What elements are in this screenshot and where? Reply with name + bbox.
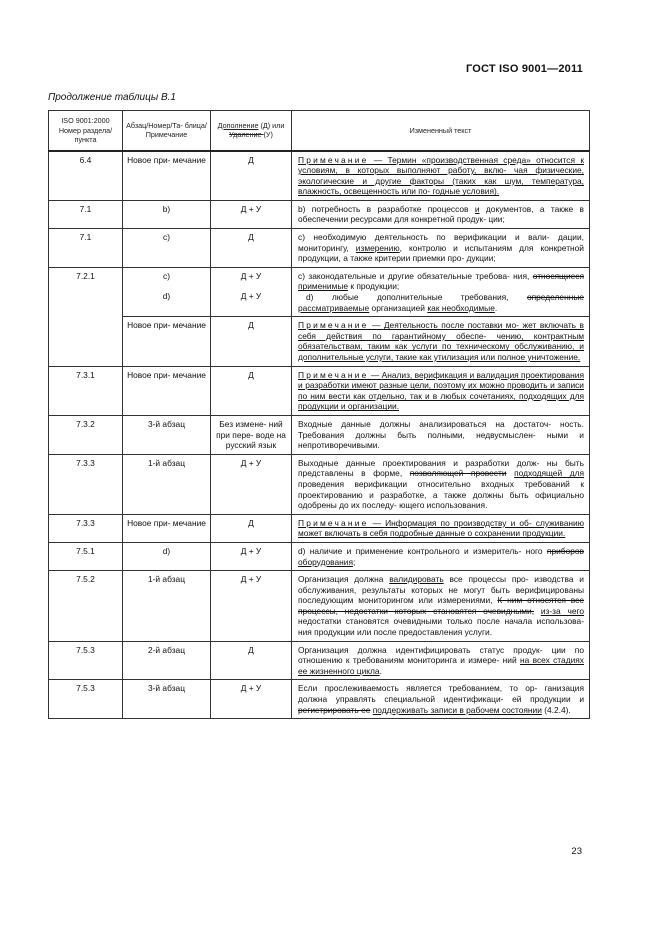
changed-text [292, 366, 590, 415]
header-changed-text: Измененный текст [292, 111, 590, 151]
paragraph-ref: Новое при- мечание [123, 151, 211, 201]
text-part: b) потребность в разработке процессов [298, 203, 475, 214]
added-text: и [474, 203, 480, 214]
paragraph-ref: d) [123, 542, 211, 570]
clause-number: 7.2.1 [49, 267, 123, 366]
change-type: Д [211, 229, 292, 268]
table-row [49, 680, 590, 719]
change-type: Д + У [211, 454, 292, 514]
added-text: подходящей для [514, 468, 585, 479]
change-type: Д [211, 151, 292, 201]
changed-text [292, 641, 590, 680]
paragraph-ref: Новое при- мечание [123, 514, 211, 542]
text-part: , контролю и испытаниям для конкретной продукции, а также критерии приемки про- дукции; [298, 242, 584, 264]
header-paragraph: Абзац/Номер/Та- блица/Примечание [123, 111, 211, 151]
added-text: оборудования [298, 556, 353, 567]
clause-number: 7.3.3 [49, 514, 123, 542]
table-row [49, 366, 590, 415]
text-part: Входные данные должны анализироваться на достаточ- ность. Требования должны быть полными, недвусмыслен- ными и непротиворечивыми. [298, 418, 584, 451]
deleted-text: позволяющей провести [409, 468, 507, 479]
changed-text [292, 680, 590, 719]
clause-number: 7.3.1 [49, 366, 123, 415]
header-change-type [211, 111, 292, 151]
added-text: на всех стадиях ее жизненного цикла [298, 655, 584, 676]
text-part: документов, а также в обеспечении ресурсами для конкретной продук- ции; [298, 203, 585, 225]
text-part: . [494, 302, 498, 313]
change-type-c: Д + У [240, 270, 262, 281]
changed-text [292, 229, 590, 268]
note-dash: — [368, 369, 382, 380]
changed-text [292, 151, 590, 201]
clause-number: 7.5.3 [49, 641, 123, 680]
added-text: Анализ, верификация и валидация проектирования и разработки имеют разные цели, поэтому их можно проводить и записи по ним вести как отдельно, так и в любых сочетаниях, подходящих для продукции и организации. [298, 369, 584, 412]
added-text: применимые [298, 281, 349, 292]
clause-number: 7.5.3 [49, 680, 123, 719]
table-row [49, 200, 590, 228]
changed-text [292, 267, 590, 316]
change-type: Д [211, 641, 292, 680]
paragraph-ref: 1-й абзац [123, 454, 211, 514]
change-type [211, 267, 292, 316]
text-part: все процессы про- изводства и обслуживания, результаты которых не могут быть верифицированы последующим мониторингом или измерениями, [298, 574, 584, 606]
text-part: организацией [369, 302, 428, 313]
paragraph-ref-c: c) [163, 270, 170, 281]
header-deletion-mark: (У) [263, 130, 273, 140]
changed-text [292, 571, 590, 642]
paragraph-ref: Новое при- мечание [123, 366, 211, 415]
header-deletion: Удаление [229, 130, 264, 140]
text-part: d) наличие и применение контрольного и измеритель- ного [298, 545, 547, 556]
changed-text [292, 317, 590, 366]
paragraph-ref: c) [123, 229, 211, 268]
table-row [49, 151, 590, 201]
text-part: недостатки становятся очевидными только после начала использова- ния продукции или после предоставления услуги. [298, 616, 584, 638]
added-text: измерению [355, 242, 400, 253]
text-part: проведения верификации относительно входных требований к проектированию и разработке, а также должны быть официально одобрены до их последу- ющего использования. [298, 478, 584, 511]
note-label: Примечание [298, 320, 369, 331]
clause-number: 6.4 [49, 151, 123, 201]
header-or: (Д) или [258, 120, 285, 130]
text-part: ; [352, 556, 356, 567]
table-row [49, 229, 590, 268]
clause-number: 7.1 [49, 229, 123, 268]
clause-number: 7.1 [49, 200, 123, 228]
text-part: к продукции; [348, 281, 400, 292]
text-part: Организация должна идентифицировать статус продук- ции по отношению к требованиям мониторинга и измере- ний [298, 644, 584, 666]
table-row [49, 267, 590, 316]
table-row [49, 514, 590, 542]
change-type: Д + У [211, 200, 292, 228]
paragraph-ref: b) [123, 200, 211, 228]
table-row [49, 317, 590, 366]
header-clause: ISO 9001:2000 Номер раздела/ пункта [49, 111, 123, 151]
table-row [49, 641, 590, 680]
deleted-text: приборов [546, 545, 584, 556]
table-row [49, 415, 590, 454]
added-text: поддерживать записи в рабочем состоянии [372, 704, 542, 715]
text-part [534, 606, 541, 616]
clause-number: 7.5.2 [49, 571, 123, 642]
paragraph-ref: Новое при- мечание [123, 317, 211, 366]
text-part: Выходные данные проектирования и разработки долж- ны быть представлены в форме, [298, 457, 584, 479]
text-part: d) любые дополнительные требования, [306, 292, 527, 303]
table-row [49, 454, 590, 514]
changed-text [292, 542, 590, 570]
note-label: Примечание [298, 369, 369, 380]
paragraph-ref: 3-й абзац [123, 415, 211, 454]
change-type: Д [211, 366, 292, 415]
text-part: c) необходимую деятельность по верификации и вали- дации, мониторингу, [298, 232, 584, 253]
change-type: Д [211, 317, 292, 366]
table-row [49, 571, 590, 642]
change-type: Д + У [211, 571, 292, 642]
note-label: Примечание [298, 517, 369, 528]
change-type: Д + У [211, 542, 292, 570]
added-text: рассматриваемые [298, 302, 370, 313]
text-part: . [379, 665, 382, 676]
added-text: валидировать [389, 574, 444, 585]
added-text: Информация по производству и об- служиванию может включать в себя подробные данные о сохранении продукции. [298, 517, 584, 539]
deleted-text: К ним относятся все процессы, недостатки которых становятся очевидными, [298, 595, 584, 616]
text-part: c) законодательные и другие обязательные требова- ния, [298, 270, 533, 281]
change-table [48, 110, 590, 719]
paragraph-ref: 1-й абзац [123, 571, 211, 642]
note-dash: — [368, 517, 386, 528]
note-label: Примечание [298, 154, 369, 165]
paragraph-ref: 3-й абзац [123, 680, 211, 719]
note-dash: — [368, 154, 388, 165]
added-text: как необходимые [427, 302, 495, 313]
added-text: из-за чего [540, 605, 585, 616]
page-number: 23 [571, 846, 582, 857]
clause-number: 7.5.1 [49, 542, 123, 570]
deleted-text: относящиеся [532, 270, 584, 281]
clause-number: 7.3.2 [49, 415, 123, 454]
changed-text [292, 514, 590, 542]
deleted-text: регистрировать ее [298, 704, 371, 715]
standard-designation: ГОСТ ISO 9001—2011 [465, 63, 583, 75]
text-part: (4.2.4). [541, 704, 571, 715]
change-type: Д + У [211, 680, 292, 719]
changed-text [292, 454, 590, 514]
added-text: Деятельность после поставки мо- жет включать в себя действия по гарантийному обеспе- чению, контрактным обязательствам, таким как услуги по техническому обслуживанию, и дополнительные услуги, такие как утилизация или полное уничтожение. [298, 320, 585, 362]
table-row [49, 542, 590, 570]
table-header-row [49, 111, 590, 151]
text-part [507, 468, 515, 478]
text-part: Если прослеживаемость является требованием, то ор- ганизация должна управлять специальной идентификаци- ей продукции и [298, 683, 584, 705]
paragraph-ref-d: d) [162, 291, 171, 302]
table-continuation-caption: Продолжение таблицы В.1 [48, 92, 176, 103]
changed-text [292, 200, 590, 228]
change-type-d: Д + У [240, 291, 262, 302]
text-part: Организация должна [298, 574, 390, 585]
changed-text [292, 415, 590, 454]
deleted-text: определенные [526, 292, 584, 303]
paragraph-ref [123, 267, 211, 316]
paragraph-ref: 2-й абзац [123, 641, 211, 680]
added-text: Термин «производственная среда» относится к условиям, в которых выполняют работу, вклю- чая физические, экологические и другие факторы (таких как шум, температура, влажность, освещенность или по- годные условия). [298, 154, 584, 197]
header-addition: Дополнение [217, 120, 259, 130]
note-dash: — [368, 320, 384, 331]
change-type: Без измене- ний при пере- воде на русский язык [211, 415, 292, 454]
clause-number: 7.3.3 [49, 454, 123, 514]
change-type: Д [211, 514, 292, 542]
